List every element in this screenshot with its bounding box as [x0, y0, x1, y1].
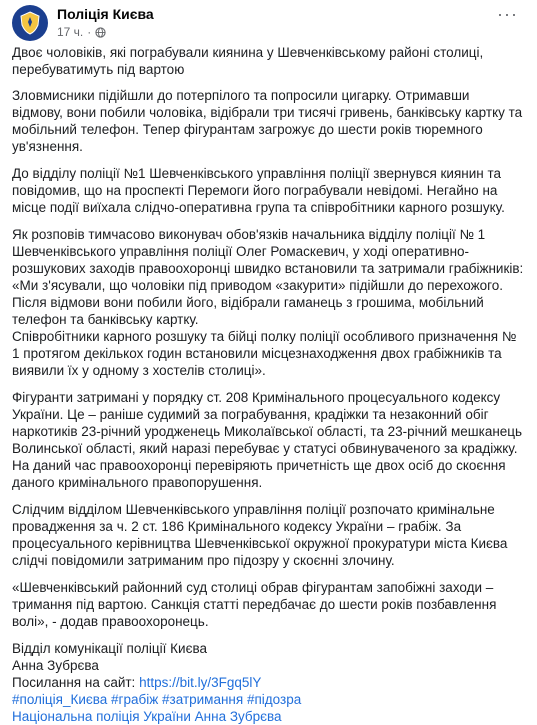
meta-separator: ·	[87, 25, 92, 39]
site-link-line	[12, 674, 524, 691]
signature-department: Відділ комунікації поліції Києва	[12, 641, 207, 656]
tagged-pages-link[interactable]: Національна поліція України Анна Зубрєва	[12, 709, 282, 724]
police-badge-icon	[17, 10, 43, 36]
signature-name: Анна Зубрєва	[12, 658, 99, 673]
post-title: Двоє чоловіків, які пограбували киянина у Шевченківському районі столиці, перебуватимуть під вартою	[12, 45, 484, 77]
site-link[interactable]: https://bit.ly/3Fgq5lY	[139, 675, 262, 690]
hashtag-link[interactable]: #грабіж	[111, 692, 159, 707]
paragraph-5: Слідчим відділом Шевченківського управління поліції розпочато кримінальне провадження за ч. 2 ст. 186 Кримінального кодексу України – грабіж. За процесуального керівництва Шевченківської окружної прокуратури міста Києва слідчі повідомили затриманим про підозру у скоєнні злочину.	[12, 502, 508, 568]
tags-line	[12, 708, 524, 725]
more-options-icon[interactable]: ···	[497, 4, 518, 24]
hashtag-link[interactable]: #затримання	[162, 692, 244, 707]
avatar[interactable]	[12, 5, 48, 41]
site-link-label: Посилання на сайт:	[12, 675, 140, 690]
page-name[interactable]: Поліція Києва	[57, 6, 154, 22]
post-body	[12, 44, 524, 725]
hashtag-link[interactable]: #підозра	[246, 692, 302, 707]
post-time[interactable]: 17 ч.	[57, 25, 84, 39]
hashtags	[12, 691, 524, 708]
paragraph-3: Як розповів тимчасово виконувач обов'язків начальника відділу поліції № 1 Шевченківського управління поліції Олег Ромаскевич, у ході оперативно-розшукових заходів правоохоронці швидко встановили та затримали грабіжників: «Ми з'ясували, що чоловіки під приводом «закурити» підійшли до перехожого. Після відмови вони побили його, відібрали гаманець з грошима, мобільний телефон та банківську картку. Співробітники карного розшуку та бійці полку поліції особливого призначення № 1 протягом декількох годин встановили місцезнаходження двох грабіжників та виявили їх у одному з хостелів столиці».	[12, 227, 524, 378]
post-header	[12, 5, 522, 37]
paragraph-2: До відділу поліції №1 Шевченківського управління поліції звернувся киянин та повідомив, що на проспекті Перемоги його пограбували невідомі. Негайно на місце події виїхала слідчо-оперативна група та співробітники карного розшуку.	[12, 166, 505, 215]
post-meta	[57, 25, 106, 39]
paragraph-6: «Шевченківський районний суд столиці обрав фігурантам запобіжні заходи – тримання під вартою. Санкція статті передбачає до шести років позбавлення волі», - додав правоохоронець.	[12, 580, 497, 629]
globe-icon	[95, 27, 106, 38]
paragraph-4: Фігуранти затримані у порядку ст. 208 Кримінального процесуального кодексу України. Це – раніше судимий за пограбування, крадіжки та незаконний обіг наркотиків 23-річний уродженець Миколаївської області, та 23-річний мешканець Волинської області, який наразі перебуває у статусі обвинуваченого за крадіжку. На даний час правоохоронці перевіряють причетність ще двох осіб до скоєння даного кримінального правопорушення.	[12, 390, 523, 490]
hashtag-link[interactable]: #поліція_Києва	[12, 692, 108, 707]
paragraph-1: Зловмисники підійшли до потерпілого та попросили цигарку. Отримавши відмову, вони побили чоловіка, відібрали три тисячі гривень, банківську картку та мобільний телефон. Тепер фігурантам загрожує до шести років тюремного ув'язнення.	[12, 88, 523, 154]
